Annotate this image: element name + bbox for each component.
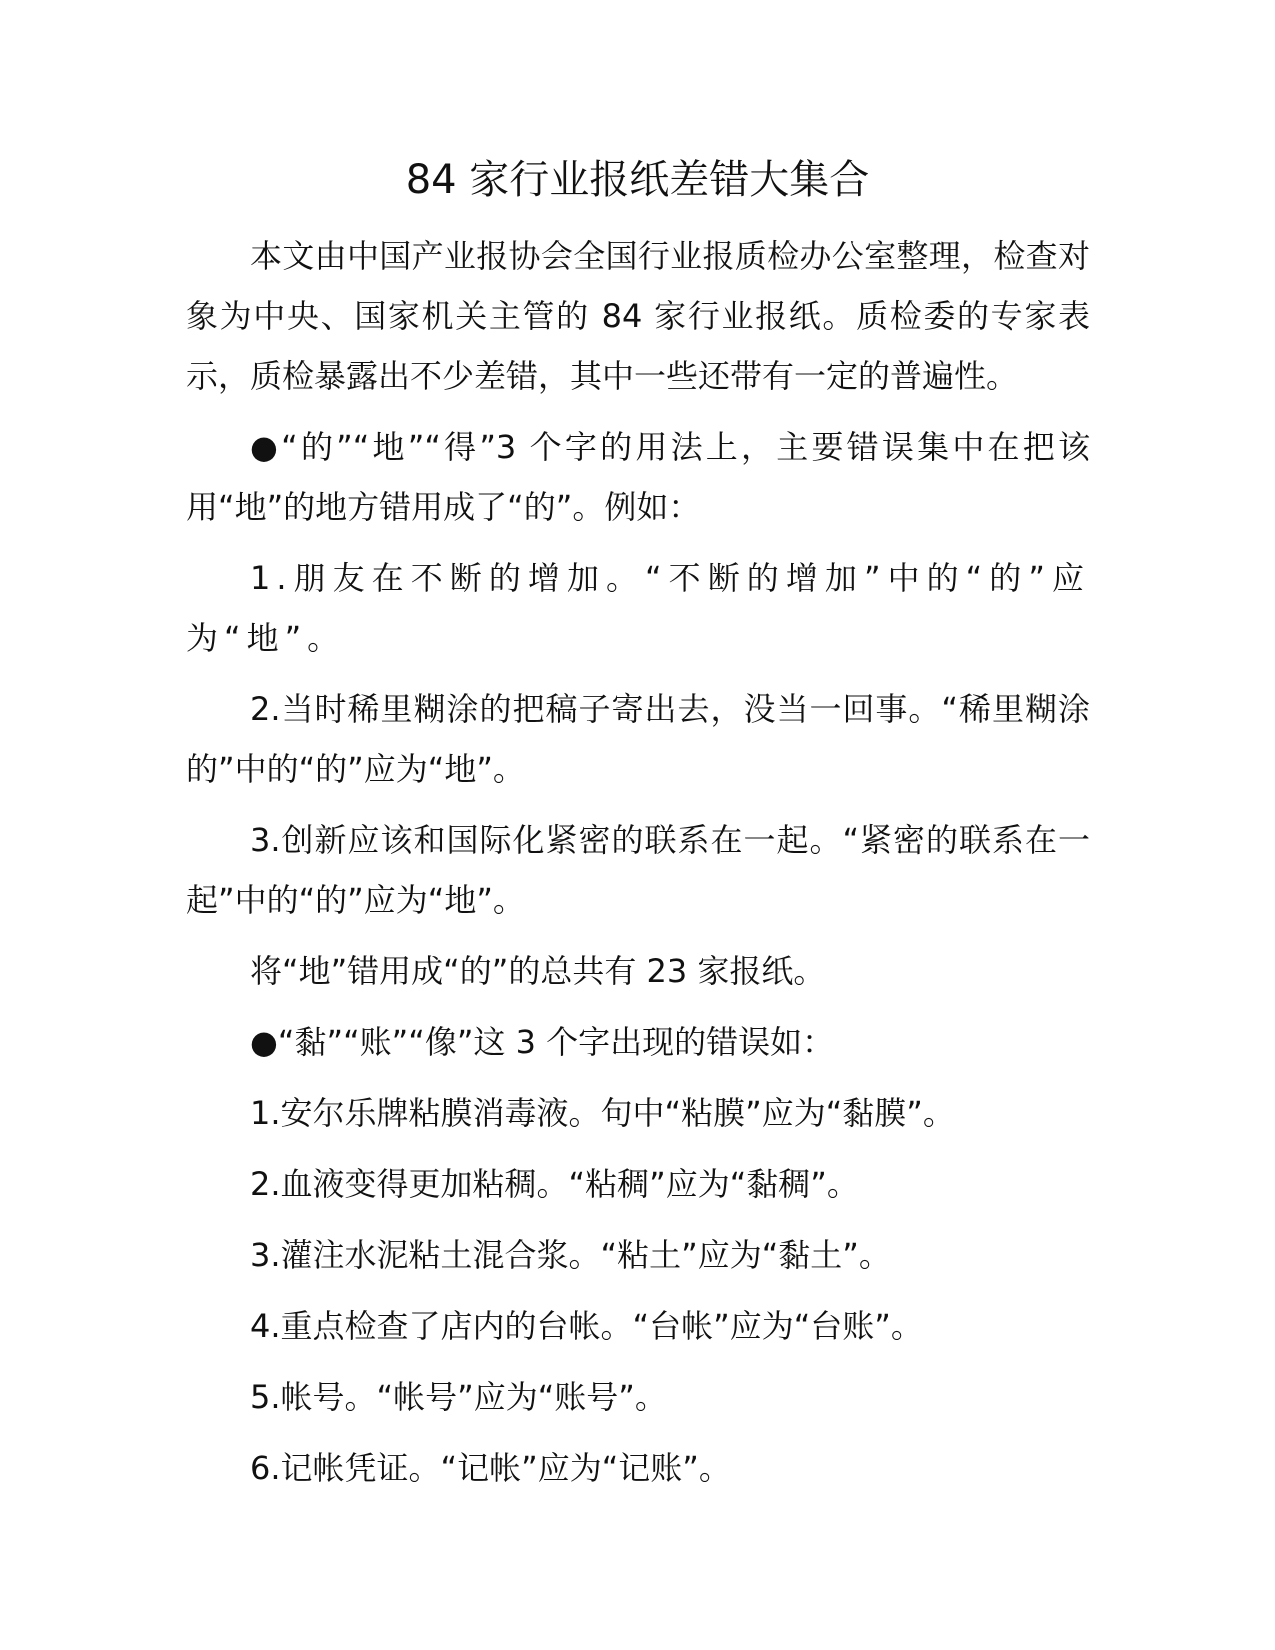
example-paragraph: 1.朋友在不断的增加。“不断的增加”中的“的”应为“地”。 [186, 559, 1090, 657]
example-paragraph: 4.重点检查了店内的台帐。“台帐”应为“台账”。 [250, 1307, 923, 1345]
example-paragraph: 2.血液变得更加粘稠。“粘稠”应为“黏稠”。 [250, 1165, 859, 1203]
summary-paragraph: 将“地”错用成“的”的总共有 23 家报纸。 [250, 952, 826, 990]
section-heading-nian-zhang-xiang: ●“黏”“账”“像”这 3 个字出现的错误如： [250, 1023, 835, 1061]
example-paragraph: 2.当时稀里糊涂的把稿子寄出去，没当一回事。“稀里糊涂的”中的“的”应为“地”。 [186, 690, 1090, 788]
intro-paragraph: 本文由中国产业报协会全国行业报质检办公室整理，检查对象为中央、国家机关主管的 84 家行业报纸。质检委的专家表示，质检暴露出不少差错，其中一些还带有一定的普遍性。 [186, 237, 1090, 395]
example-paragraph: 3.创新应该和国际化紧密的联系在一起。“紧密的联系在一起”中的“的”应为“地”。 [186, 821, 1090, 919]
document-title: 84 家行业报纸差错大集合 [405, 157, 870, 203]
document-body [186, 226, 1090, 1509]
example-paragraph: 6.记帐凭证。“记帐”应为“记账”。 [250, 1449, 731, 1487]
example-paragraph: 3.灌注水泥粘土混合浆。“粘土”应为“黏土”。 [250, 1236, 891, 1274]
section-heading-de-di-de: ●“的”“地”“得”3 个字的用法上，主要错误集中在把该用“地”的地方错用成了“的”。例如： [186, 428, 1090, 526]
example-paragraph: 5.帐号。“帐号”应为“账号”。 [250, 1378, 667, 1416]
example-paragraph: 1.安尔乐牌粘膜消毒液。句中“粘膜”应为“黏膜”。 [250, 1094, 955, 1132]
